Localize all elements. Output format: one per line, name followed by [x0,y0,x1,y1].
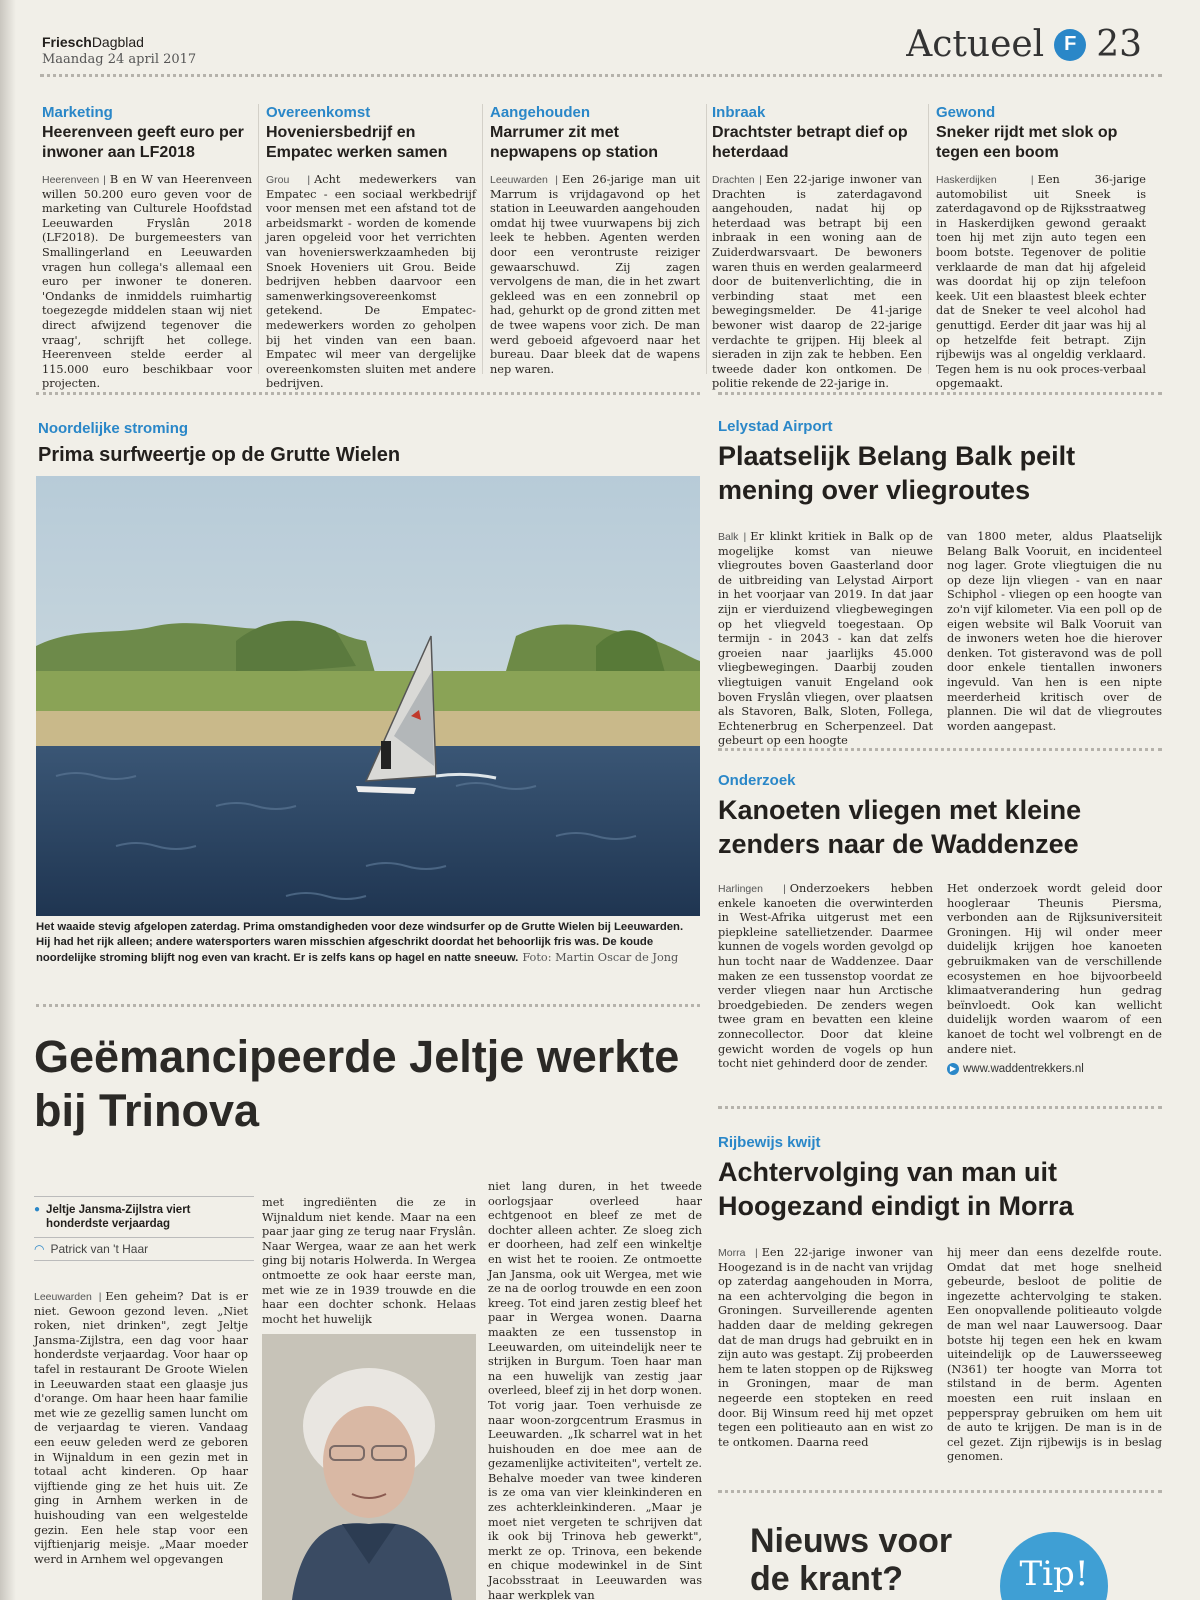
masthead [42,24,1162,72]
section-divider [718,748,1162,755]
airport-kicker: Lelystad Airport [718,418,833,435]
airport-body: Balk | Er klinkt kritiek in Balk op de mogelijke komst van nieuwe vliegroutes boven Gaasterland door de uitbreiding van Lelystad Airport in het voorjaar van 2019. In dat jaar zijn er vierduizend vliegbewegingen op het vliegveld toegestaan. Op termijn - in 2043 - kan dat zelfs groeien naar jaarlijks 45.000 vliegbewegingen. Daarbij zouden vliegtuigen vanuit Engeland ook boven Fryslân vliegen, over plaatsen als Stavoren, Balk, Sloten, Follega, Echtenerbrug en Scherpenzeel. Dat gebeurt op een hoogte van 1800 meter, aldus Plaatselijk Belang Balk Vooruit, en incidenteel nog lager. Grote vliegtuigen die nu op deze lijn vliegen - van en naar Schiphol - vliegen op een hoogte van zo'n vijf kilometer. Via een poll op de eigen website wil Balk Vooruit van de inwoners weten hoe die hierover denken. Tot gisteravond was de poll door enkele tientallen inwoners ingevuld. Van hen is een nipte meerderheid kritisch over de plannen. Die wil dat de vliegroutes worden aangepast. [718,530,1162,748]
column-rule [706,104,707,374]
brief-inbraak [712,104,922,392]
windsurfer-photo [36,476,700,916]
brief-body: Drachten | Een 22-jarige inwoner van Drachten is zaterdagavond aangehouden, nadat hij op heterdaad was betrapt bij een inbraak in een woning aan de Zuiderdwarsvaart. De bewoners waren thuis en werden gealarmeerd door de buitenverlichting, die in verbinding staat met een bewegingsmelder. De 41-jarige bewoner wist daarop de 22-jarige verdachte te grijpen. Hij bleek al sieraden in zijn zak te hebben. Een tweede dader kon ontkomen. De politie rekende de 22-jarige in. [712,173,922,391]
morra-kicker: Rijbewijs kwijt [718,1134,821,1151]
brief-body: Leeuwarden | Een 26-jarige man uit Marrum is vrijdagavond op het station in Leeuwarden aangehouden omdat hij twee vuurwapens bij zich leek te hebben. Agenten werden door een verontruste reiziger gewaarschuwd. Zij zagen vervolgens de man, die in het zwart gekleed was en een zonnebril op had, gehurkt op de grond zitten met de twee wapens voor zich. De man werd geboeid afgevoerd naar het bureau. Daar bleek dat de wapens nep waren. [490,173,700,376]
brief-gewond [936,104,1146,392]
feature-author: ◠ Patrick van 't Haar [34,1237,254,1261]
section-divider [718,1106,1162,1113]
surf-headline: Prima surfweertje op de Grutte Wielen [38,444,401,466]
brief-headline: Drachtster betrapt dief op heterdaad [712,124,908,161]
paper-name: FrieschDagblad [42,34,144,50]
brief-headline: Heerenveen geeft euro per inwoner aan LF2018 [42,124,244,161]
brief-aangehouden [490,104,700,377]
windsurfer-photo-image [36,476,700,916]
bullet-icon: ● [34,1204,41,1215]
article-kanoeten [718,772,1162,861]
brief-kicker: Marketing [42,104,113,121]
column-rule [258,104,259,374]
feature-col-2: met ingrediënten die ze in Wijnaldum niet kende. Maar na een paar jaar ging ze terug naar Fryslân. Naar Wergea, waar ze aan het werk ging bij notaris Holwerda. In Wergea ontmoette ze ook haar eerste man, met wie ze in 1939 trouwde en die haar een dochter schonk. Helaas mocht het huwelijk [262,1196,476,1326]
brief-headline: Hoveniersbedrijf en Empatec werken samen [266,124,448,161]
play-arrow-icon: ▶ [947,1063,959,1075]
brief-body: Heerenveen | B en W van Heerenveen willen 50.200 euro geven voor de marketing van Culturele Hoofdstad Leeuwarden Fryslân 2018 (LF2018). De burgemeesters van Smallingerland en Leeuwarden vragen hun collega's allemaal een euro per inwoner te doneren. 'Ondanks de inmiddels ruimhartig toegezegde middelen staan wij niet direct afwijzend tegenover die vraag', schrijft het college. Heerenveen stelde eerder al 115.000 euro beschikbaar voor projecten. [42,173,252,391]
kanoeten-weblink[interactable]: ▶ www.waddentrekkers.nl [947,1063,1162,1075]
kanoeten-body: Harlingen | Onderzoekers hebben enkele kanoeten die overwinterden in West-Afrika uitgerust met een piepkleine satellietzender. Daarmee kunnen de vogels worden gevolgd op hun tocht naar de Waddenzee. Daar maken ze een tussenstop voordat ze verder vliegen naar hun Arctische broedgebieden. De zenders wegen twee gram en bevatten een kleine zonnecollector. Door dat kleine gewicht worden de vogels op hun tocht niet gehinderd door de zender. Het onderzoek wordt geleid door hoogleraar Theunis Piersma, verbonden aan de Rijksuniversiteit Groningen. Hij wil onder meer duidelijk krijgen hoe kanoeten gebruikmaken van de verschillende ecosystemen en hoe bijvoorbeeld klimaatverandering hun gedrag beïnvloedt. Ook kan wellicht duidelijk worden waarom of een kanoet de tocht wel volbrengt en de andere niet. ▶ www.waddentrekkers.nl [718,882,1162,1076]
feature-lead: Jeltje Jansma-Zijlstra viert honderdste verjaardag [46,1204,191,1230]
article-airport [718,418,1162,507]
brief-headline: Sneker rijdt met slok op tegen een boom [936,124,1118,161]
feature-col-1: Leeuwarden | Een geheim? Dat is er niet. Gewoon gezond leven. „Niet roken, niet drinken", zegt Jeltje Jansma-Zijlstra, een dag voor haar honderdste verjaardag. Voor haar op tafel in restaurant De Groote Wielen in Leeuwarden staat een glaasje jus d'orange. Om haar heen haar familie met wie ze gezellig samen luncht om de verjaardag te vieren. Vandaag een eeuw geleden werd ze geboren in Wijnaldum in een gezin met in totaal acht kinderen. Op haar vijftiende ging ze het huis uit. Ze ging in Arnhem werken in de huishouding van een welgestelde gezin. Een hele stap voor een vijftienjarig meisje. „Maar moeder werd in Arnhem wel opgevangen [34,1290,248,1566]
feature-headline: Geëmancipeerde Jeltje werkte bij Trinova [34,1031,680,1136]
morra-body: Morra | Een 22-jarige inwoner van Hoogezand is in de nacht van vrijdag op zaterdag aangehouden in Morra, na een achtervolging die begon in Groningen. Surveillerende agenten hadden daar de melding gekregen dat de man drugs had gebruikt en in zijn auto was gestapt. Zij probeerden hem te laten stoppen op de Rijksweg in Groningen, maar de man negeerde een stopteken en reed door. Bij Winsum reed hij met opzet tegen een politieauto aan en wist zo te ontkomen. Daarna reed hij meer dan eens dezelfde route. Omdat dat met hoge snelheid gebeurde, besloot de politie de ingezette achtervolging te staken. Een onopvallende politieauto volgde de man wel naar Lauwersoog. Daar botste hij tegen een hek en kwam uiteindelijk op de Lauwersseeweg (N361) ter hoogte van Morra tot stilstand in de berm. Agenten moesten een ruit inslaan en pepperspray gebruiken om hem uit de auto te krijgen. De man is in de cel gezet. Zijn rijbewijs is in beslag genomen. [718,1246,1162,1464]
tip-box[interactable] [718,1500,1164,1600]
kanoeten-headline: Kanoeten vliegen met kleine zenders naar de Waddenzee [718,795,1082,859]
section-divider [718,392,1162,399]
author-icon: ◠ [34,1242,45,1256]
column-rule [928,104,929,374]
feature-col-3: niet lang duren, in het tweede oorlogsjaar overleed haar echtgenoot en bleef ze met de dochter alleen achter. Ze sloeg zich er doorheen, had zelf een winkeltje en wist het te rooien. Ze ontmoette Jan Jansma, ook uit Wergea, met wie ze na de oorlog trouwde en een zoon kreeg. Tot eind jaren zestig bleef het paar in Wergea wonen. Daarna maakten ze een tussenstop in Leeuwarden, om uiteindelijk neer te strijken in Burgum. Toen haar man na een huwelijk van zestig jaar overleed, bleef zij in het dorp wonen. Tot vorig jaar. Toen verhuisde ze naar woon-zorgcentrum Erasmus in Leeuwarden. „Ik scharrel wat in het huishouden en doe mee aan de gezamenlijke activiteiten", vertelt ze. Behalve moeder van twee kinderen is ze oma van vier kleinkinderen en zes achterkleinkinderen. „Maar je moet niet vergeten te schrijven dat ik ook bij Trinova heb gewerkt", merkt ze op. Trinova, een bekende en chique modewinkel in de Sint Jacobsstraat in Leeuwarden was haar werkplek van [488,1180,702,1600]
brief-overeenkomst [266,104,476,392]
page-fold-shadow [0,0,16,1600]
morra-headline: Achtervolging van man uit Hoogezand eindigt in Morra [718,1157,1074,1221]
brief-headline: Marrumer zit met nepwapens op station [490,124,659,161]
section-divider [718,1490,1162,1497]
top-divider [40,74,1162,81]
surf-kicker: Noordelijke stroming [38,420,189,437]
feature-lead-box [34,1196,254,1261]
photo-credit: Foto: Martin Oscar de Jong [522,951,679,964]
brief-body: Grou | Acht medewerkers van Empatec - een sociaal werkbedrijf voor mensen met een afstand tot de arbeidsmarkt - worden de komende jaren opgeleid voor het verrichten van hovenierswerkzaamheden bij Snoek Hoveniers uit Grou. Beide bedrijven hebben daarvoor een samenwerkingsovereenkomst getekend. De Empatec-medewerkers worden zo geholpen bij het vinden van een baan. Empatec wil meer van dergelijke overeenkomsten sluiten met andere bedrijven. [266,173,476,391]
portrait-image [262,1334,476,1600]
article-morra [718,1134,1162,1223]
brief-marketing [42,104,252,392]
brief-kicker: Inbraak [712,104,766,121]
column-rule [482,104,483,374]
kanoeten-kicker: Onderzoek [718,772,796,789]
airport-headline: Plaatselijk Belang Balk peilt mening over vliegroutes [718,441,1076,505]
brief-kicker: Aangehouden [490,104,590,121]
paper-date: Maandag 24 april 2017 [42,52,197,67]
portrait-photo [262,1334,476,1600]
section-divider [36,1004,700,1011]
tip-badge[interactable]: Tip! [1000,1532,1108,1600]
section-name: Actueel [906,24,1045,65]
brief-kicker: Overeenkomst [266,104,371,121]
page-number: 23 [1096,24,1142,65]
brief-body: Haskerdijken | Een 36-jarige automobilist uit Sneek is zaterdagavond op de Rijksstraatweg in Haskerdijken gewond geraakt toen hij met zijn auto tegen een boom botste. Tegenover de politie verklaarde de man dat hij afgeleid was doordat hij op zijn telefoon keek. Uit een blaastest bleek echter dat de Sneker te veel alcohol had genuttigd. Eerder dit jaar was hij al op hetzelfde feit betrapt. Zijn rijbewijs was al ongeldig verklaard. Tegen hem is nu ook proces-verbaal opgemaakt. [936,173,1146,391]
section-badge-icon: F [1054,29,1086,61]
photo-caption: Het waaide stevig afgelopen zaterdag. Prima omstandigheden voor deze windsurfer op de Grutte Wielen bij Leeuwarden. Hij had het rijk alleen; andere watersporters waren misschien afgeschrikt doordat het behoorlijk fris was. De koude noordelijke stroming blijft nog even van kracht. Er is zelfs kans op hagel en natte sneeuw. Foto: Martin Oscar de Jong [36,921,684,964]
section-divider [36,392,700,399]
tip-title: Nieuws voor de krant? [750,1522,953,1598]
section-header [906,24,1142,65]
brief-kicker: Gewond [936,104,996,121]
